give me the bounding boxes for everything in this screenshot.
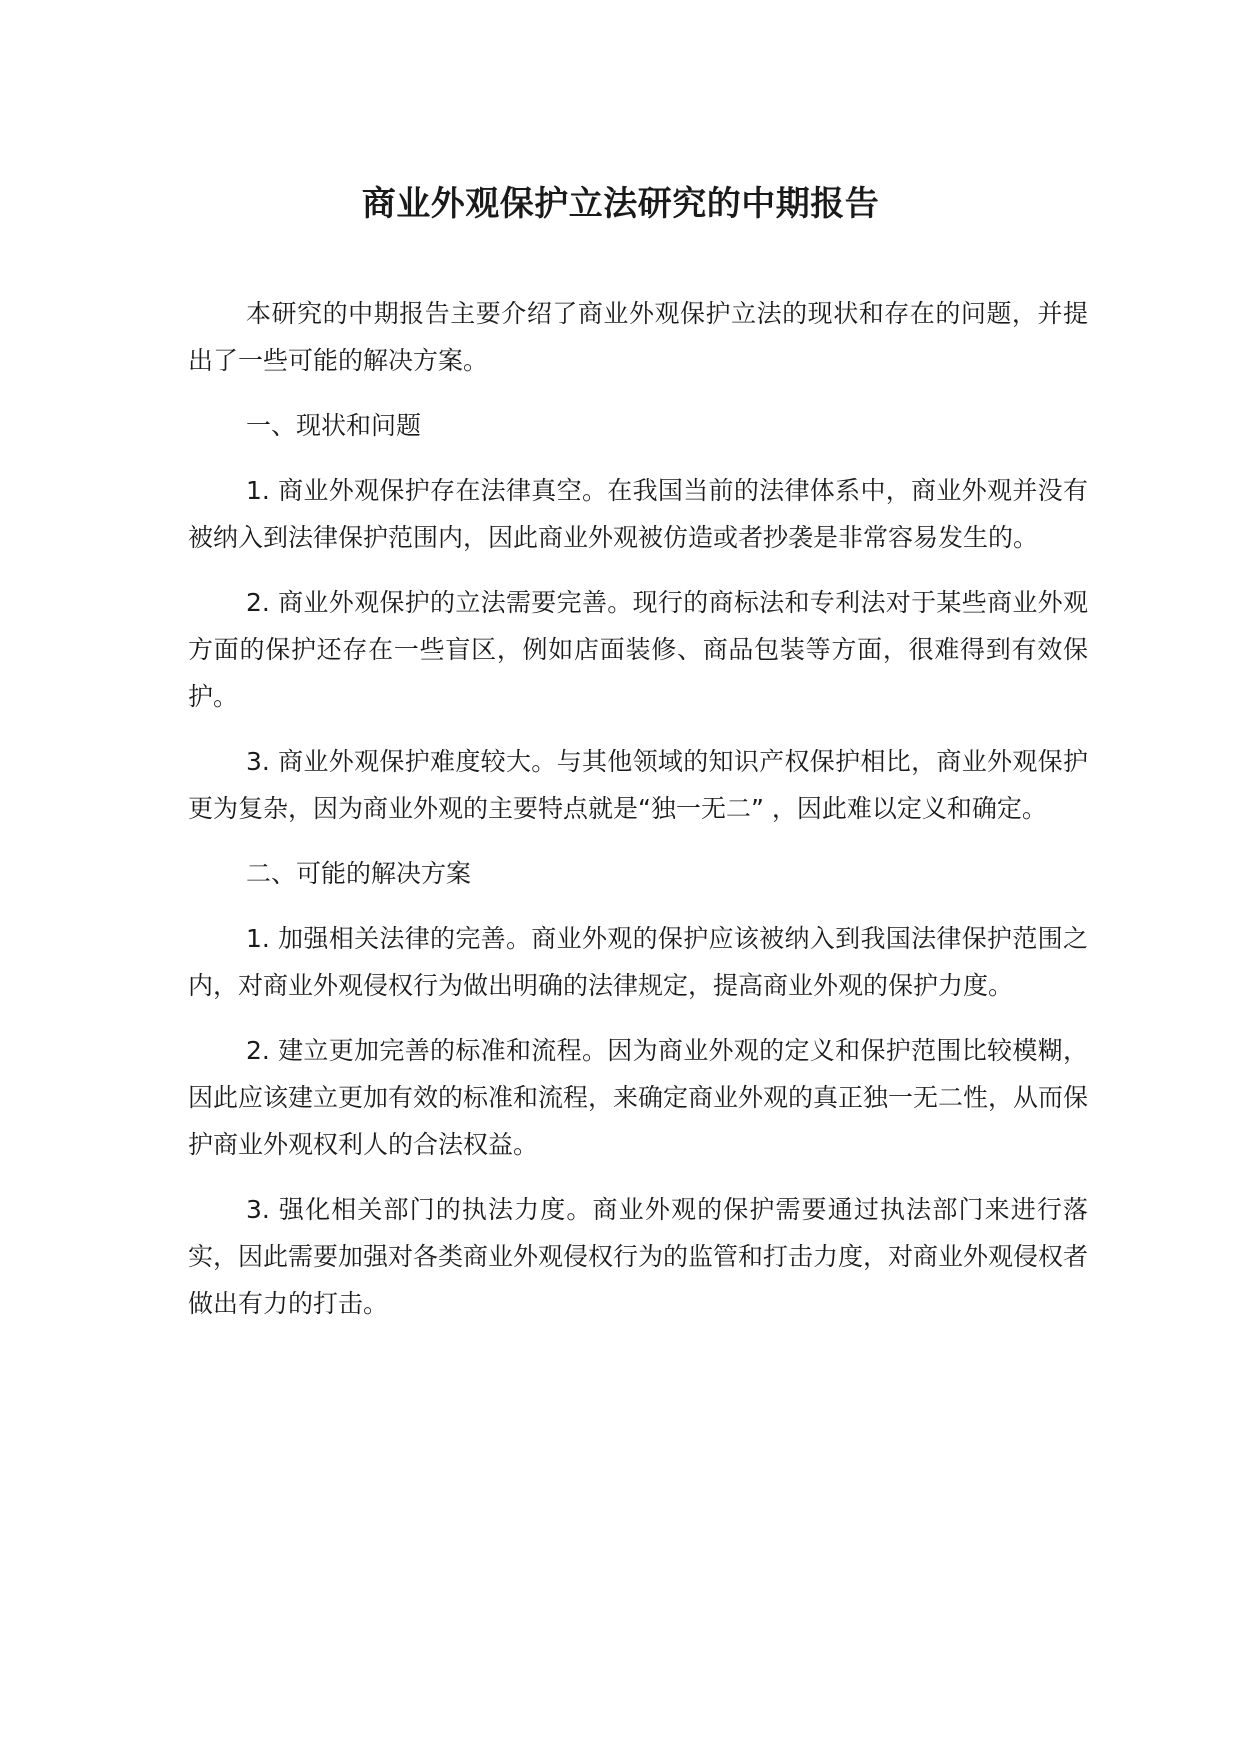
document-body bbox=[188, 290, 1088, 1345]
solution-paragraph-2: 2. 建立更加完善的标准和流程。因为商业外观的定义和保护范围比较模糊，因此应该建立更加有效的标准和流程，来确定商业外观的真正独一无二性，从而保护商业外观权利人的合法权益。 bbox=[188, 1036, 1089, 1159]
intro-paragraph: 本研究的中期报告主要介绍了商业外观保护立法的现状和存在的问题，并提出了一些可能的解决方案。 bbox=[188, 299, 1088, 375]
solution-paragraph-1: 1. 加强相关法律的完善。商业外观的保护应该被纳入到我国法律保护范围之内，对商业外观侵权行为做出明确的法律规定，提高商业外观的保护力度。 bbox=[188, 924, 1088, 1000]
problem-paragraph-2: 2. 商业外观保护的立法需要完善。现行的商标法和专利法对于某些商业外观方面的保护还存在一些盲区，例如店面装修、商品包装等方面，很难得到有效保护。 bbox=[188, 588, 1088, 711]
problem-paragraph-1: 1. 商业外观保护存在法律真空。在我国当前的法律体系中，商业外观并没有被纳入到法律保护范围内，因此商业外观被仿造或者抄袭是非常容易发生的。 bbox=[188, 476, 1088, 552]
problem-paragraph-3: 3. 商业外观保护难度较大。与其他领域的知识产权保护相比，商业外观保护更为复杂，因为商业外观的主要特点就是“独一无二” ，因此难以定义和确定。 bbox=[188, 747, 1088, 823]
solution-paragraph-3: 3. 强化相关部门的执法力度。商业外观的保护需要通过执法部门来进行落实，因此需要加强对各类商业外观侵权行为的监管和打击力度，对商业外观侵权者做出有力的打击。 bbox=[188, 1195, 1089, 1318]
section-heading-status: 一、现状和问题 bbox=[246, 411, 422, 440]
document-title: 商业外观保护立法研究的中期报告 bbox=[361, 184, 880, 224]
section-heading-solutions: 二、可能的解决方案 bbox=[246, 859, 472, 888]
